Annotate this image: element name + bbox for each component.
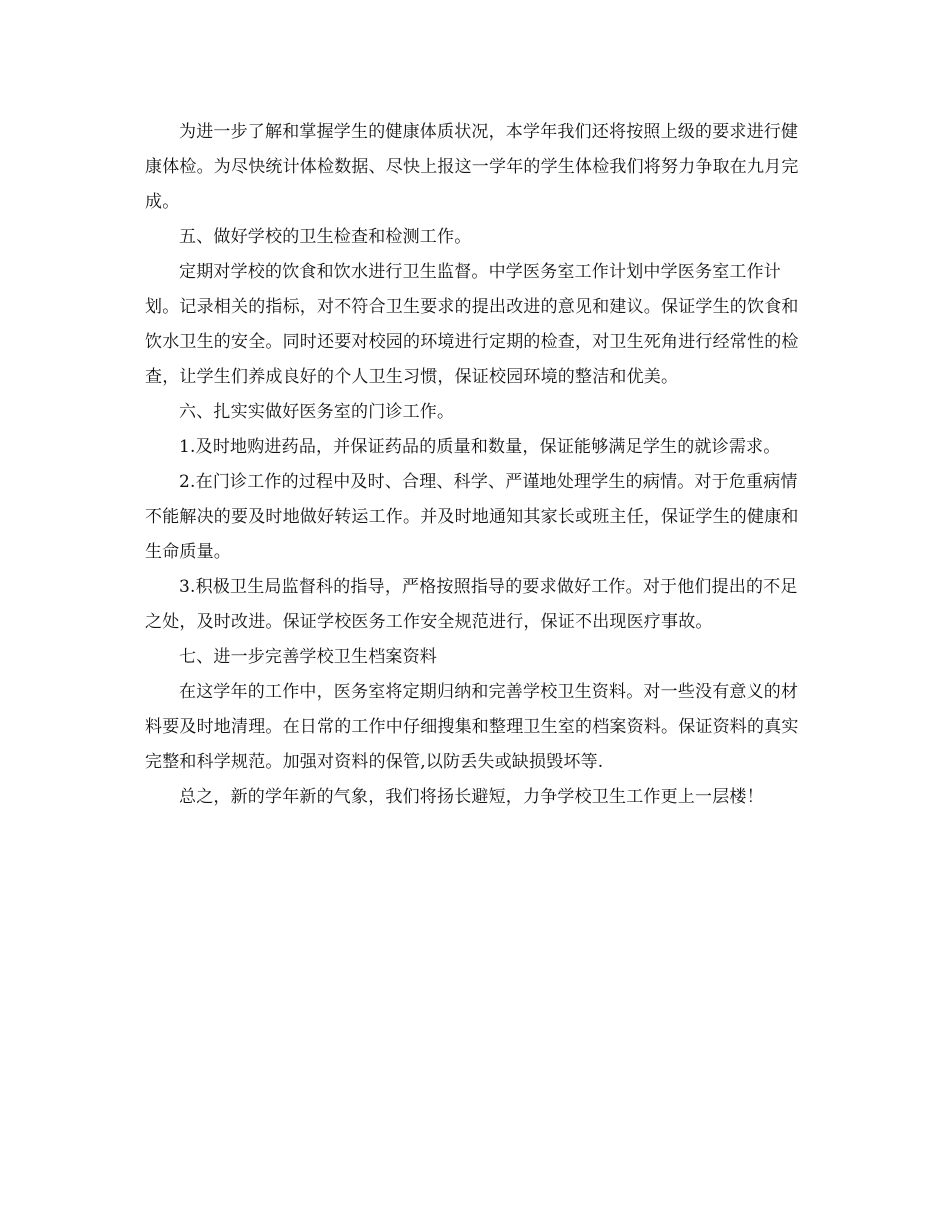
paragraph-item-1: 1.及时地购进药品，并保证药品的质量和数量，保证能够满足学生的就诊需求。 (179, 437, 781, 457)
paragraph-hygiene-supervision: 定期对学校的饮食和饮水进行卫生监督。中学医务室工作计划中学医务室工作计划。记录相关的指标，对不符合卫生要求的提出改进的意见和建议。保证学生的饮食和饮水卫生的安全。同时还要对校园的环境进行定期的检查，对卫生死角进行经常性的检查，让学生们养成良好的个人卫生习惯，保证校园环境的整洁和优美。 (145, 262, 799, 387)
section-heading-6: 六、扎实实做好医务室的门诊工作。 (179, 402, 455, 422)
section-heading-7: 七、进一步完善学校卫生档案资料 (179, 647, 437, 667)
paragraph-health-check: 为进一步了解和掌握学生的健康体质状况，本学年我们还将按照上级的要求进行健康体检。为尽快统计体检数据、尽快上报这一学年的学生体检我们将努力争取在九月完成。 (145, 122, 799, 212)
paragraph-item-3: 3.积极卫生局监督科的指导，严格按照指导的要求做好工作。对于他们提出的不足之处，及时改进。保证学校医务工作安全规范进行，保证不出现医疗事故。 (145, 577, 798, 632)
document-body (145, 115, 805, 815)
paragraph-conclusion: 总之，新的学年新的气象，我们将扬长避短，力争学校卫生工作更上一层楼！ (179, 787, 764, 807)
paragraph-archives: 在这学年的工作中，医务室将定期归纳和完善学校卫生资料。对一些没有意义的材料要及时地清理。在日常的工作中仔细搜集和整理卫生室的档案资料。保证资料的真实完整和科学规范。加强对资料的保管,以防丢失或缺损毁坏等. (145, 682, 799, 772)
section-heading-5: 五、做好学校的卫生检查和检测工作。 (179, 227, 472, 247)
paragraph-item-2: 2.在门诊工作的过程中及时、合理、科学、严谨地处理学生的病情。对于危重病情不能解决的要及时地做好转运工作。并及时地通知其家长或班主任，保证学生的健康和生命质量。 (145, 472, 799, 562)
